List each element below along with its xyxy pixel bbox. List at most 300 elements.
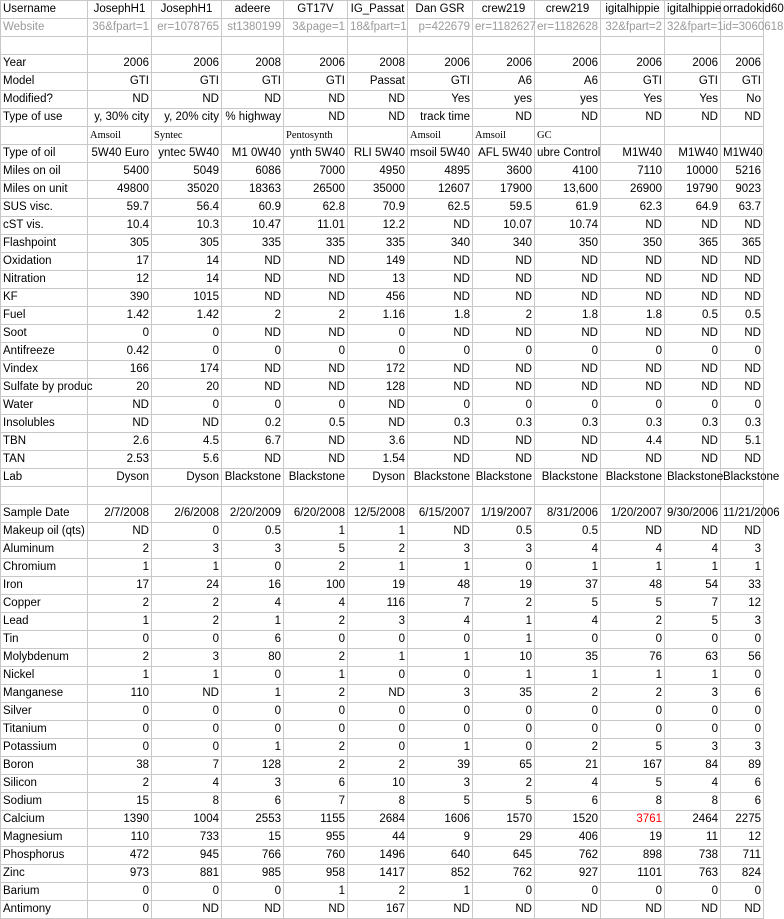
- data-cell[interactable]: 4: [535, 613, 601, 631]
- data-cell[interactable]: ND: [721, 217, 764, 235]
- data-cell[interactable]: 1: [284, 667, 348, 685]
- data-cell[interactable]: 8: [348, 793, 408, 811]
- data-cell[interactable]: 2: [88, 649, 152, 667]
- data-cell[interactable]: ND: [665, 109, 721, 127]
- data-cell[interactable]: 0: [408, 721, 473, 739]
- data-cell[interactable]: 1: [152, 667, 222, 685]
- data-cell[interactable]: 0: [152, 343, 222, 361]
- data-cell[interactable]: 6: [721, 685, 764, 703]
- data-cell[interactable]: 898: [601, 847, 665, 865]
- data-cell[interactable]: 5: [408, 793, 473, 811]
- data-cell[interactable]: ND: [665, 901, 721, 919]
- data-cell[interactable]: 3: [222, 541, 284, 559]
- data-cell[interactable]: 35000: [348, 181, 408, 199]
- data-cell[interactable]: ND: [284, 253, 348, 271]
- data-cell[interactable]: 4: [284, 595, 348, 613]
- data-cell[interactable]: 1: [408, 559, 473, 577]
- data-cell[interactable]: 1015: [152, 289, 222, 307]
- data-cell[interactable]: 48: [408, 577, 473, 595]
- data-cell[interactable]: 0: [88, 739, 152, 757]
- row-label[interactable]: Nickel: [1, 667, 88, 685]
- data-cell[interactable]: 406: [535, 829, 601, 847]
- data-cell[interactable]: 110: [88, 829, 152, 847]
- data-cell[interactable]: 63.7: [721, 199, 764, 217]
- data-cell[interactable]: 350: [601, 235, 665, 253]
- data-cell[interactable]: 2: [152, 595, 222, 613]
- data-cell[interactable]: 1: [408, 739, 473, 757]
- data-cell[interactable]: 0: [348, 703, 408, 721]
- data-cell[interactable]: 6: [535, 793, 601, 811]
- data-cell[interactable]: 0: [348, 739, 408, 757]
- data-cell[interactable]: 0.5: [535, 523, 601, 541]
- data-cell[interactable]: 60.9: [222, 199, 284, 217]
- data-cell[interactable]: ND: [473, 289, 535, 307]
- data-cell[interactable]: 0: [88, 883, 152, 901]
- data-cell[interactable]: [408, 37, 473, 55]
- data-cell[interactable]: 0: [535, 703, 601, 721]
- data-cell[interactable]: [473, 487, 535, 505]
- data-cell[interactable]: 1: [535, 667, 601, 685]
- data-cell[interactable]: 10: [473, 649, 535, 667]
- data-cell[interactable]: Dan GSR: [408, 1, 473, 19]
- data-cell[interactable]: 0: [348, 631, 408, 649]
- row-label[interactable]: Vindex: [1, 361, 88, 379]
- data-cell[interactable]: 0: [88, 721, 152, 739]
- data-cell[interactable]: 1: [284, 523, 348, 541]
- data-cell[interactable]: ND: [535, 109, 601, 127]
- data-cell[interactable]: 4: [535, 775, 601, 793]
- data-cell[interactable]: 0: [88, 631, 152, 649]
- data-cell[interactable]: ND: [88, 415, 152, 433]
- row-label[interactable]: [1, 37, 88, 55]
- data-cell[interactable]: 0: [601, 721, 665, 739]
- row-label[interactable]: Type of use: [1, 109, 88, 127]
- data-cell[interactable]: GTI: [88, 73, 152, 91]
- data-cell[interactable]: 1: [348, 523, 408, 541]
- data-cell[interactable]: ND: [348, 415, 408, 433]
- data-cell[interactable]: 9023: [721, 181, 764, 199]
- data-cell[interactable]: 36&fpart=1: [88, 19, 152, 37]
- data-cell[interactable]: 2006: [408, 55, 473, 73]
- data-cell[interactable]: 12607: [408, 181, 473, 199]
- data-cell[interactable]: [535, 37, 601, 55]
- data-cell[interactable]: 8/31/2006: [535, 505, 601, 523]
- data-cell[interactable]: 0.5: [721, 307, 764, 325]
- data-cell[interactable]: 3: [152, 541, 222, 559]
- data-cell[interactable]: 340: [408, 235, 473, 253]
- row-label[interactable]: Antifreeze: [1, 343, 88, 361]
- data-cell[interactable]: 0: [222, 343, 284, 361]
- data-cell[interactable]: ND: [284, 451, 348, 469]
- data-cell[interactable]: 335: [284, 235, 348, 253]
- data-cell[interactable]: 1: [601, 667, 665, 685]
- data-cell[interactable]: 0.42: [88, 343, 152, 361]
- data-cell[interactable]: 11/21/2006: [721, 505, 764, 523]
- data-cell[interactable]: 35: [473, 685, 535, 703]
- data-cell[interactable]: [665, 37, 721, 55]
- data-cell[interactable]: 5.1: [721, 433, 764, 451]
- data-cell[interactable]: ND: [348, 685, 408, 703]
- row-label[interactable]: Potassium: [1, 739, 88, 757]
- data-cell[interactable]: 2006: [473, 55, 535, 73]
- data-cell[interactable]: 2: [348, 757, 408, 775]
- data-cell[interactable]: 4: [408, 613, 473, 631]
- data-cell[interactable]: 0: [473, 703, 535, 721]
- data-cell[interactable]: ND: [222, 253, 284, 271]
- row-label[interactable]: Iron: [1, 577, 88, 595]
- data-cell[interactable]: 2006: [535, 55, 601, 73]
- data-cell[interactable]: [601, 127, 665, 145]
- row-label[interactable]: Sample Date: [1, 505, 88, 523]
- data-cell[interactable]: 763: [665, 865, 721, 883]
- data-cell[interactable]: 973: [88, 865, 152, 883]
- data-cell[interactable]: 172: [348, 361, 408, 379]
- data-cell[interactable]: ND: [408, 451, 473, 469]
- data-cell[interactable]: 0.3: [665, 415, 721, 433]
- data-cell[interactable]: 2: [284, 649, 348, 667]
- data-cell[interactable]: ND: [601, 253, 665, 271]
- data-cell[interactable]: 1: [222, 685, 284, 703]
- data-cell[interactable]: ND: [721, 361, 764, 379]
- data-cell[interactable]: ND: [721, 325, 764, 343]
- data-cell[interactable]: 0: [88, 325, 152, 343]
- data-cell[interactable]: 1: [88, 667, 152, 685]
- data-cell[interactable]: ND: [284, 325, 348, 343]
- data-cell[interactable]: 76: [601, 649, 665, 667]
- data-cell[interactable]: 149: [348, 253, 408, 271]
- data-cell[interactable]: 2: [473, 775, 535, 793]
- data-cell[interactable]: 16: [222, 577, 284, 595]
- data-cell[interactable]: ND: [721, 451, 764, 469]
- data-cell[interactable]: ND: [535, 289, 601, 307]
- data-cell[interactable]: 18&fpart=1: [348, 19, 408, 37]
- data-cell[interactable]: 1155: [284, 811, 348, 829]
- data-cell[interactable]: 13: [348, 271, 408, 289]
- data-cell[interactable]: 44: [348, 829, 408, 847]
- data-cell[interactable]: Blackstone: [535, 469, 601, 487]
- data-cell[interactable]: M1 0W40: [222, 145, 284, 163]
- data-cell[interactable]: Amsoil: [408, 127, 473, 145]
- data-cell[interactable]: 1/20/2007: [601, 505, 665, 523]
- data-cell[interactable]: 6: [721, 775, 764, 793]
- data-cell[interactable]: 2: [348, 883, 408, 901]
- data-cell[interactable]: [348, 37, 408, 55]
- row-label[interactable]: Soot: [1, 325, 88, 343]
- data-cell[interactable]: ND: [665, 379, 721, 397]
- data-cell[interactable]: ND: [535, 253, 601, 271]
- data-cell[interactable]: 985: [222, 865, 284, 883]
- data-cell[interactable]: ND: [473, 379, 535, 397]
- data-cell[interactable]: ND: [473, 325, 535, 343]
- data-cell[interactable]: M1W40: [665, 145, 721, 163]
- data-cell[interactable]: [601, 37, 665, 55]
- data-cell[interactable]: 2: [473, 307, 535, 325]
- data-cell[interactable]: orradokid60: [721, 1, 764, 19]
- data-cell[interactable]: ND: [408, 271, 473, 289]
- data-cell[interactable]: Yes: [601, 91, 665, 109]
- data-cell[interactable]: ND: [222, 325, 284, 343]
- data-cell[interactable]: ND: [665, 451, 721, 469]
- row-label[interactable]: SUS visc.: [1, 199, 88, 217]
- data-cell[interactable]: 1417: [348, 865, 408, 883]
- data-cell[interactable]: 0: [665, 343, 721, 361]
- data-cell[interactable]: 63: [665, 649, 721, 667]
- data-cell[interactable]: ND: [222, 289, 284, 307]
- data-cell[interactable]: M1W40: [721, 145, 764, 163]
- row-label[interactable]: Zinc: [1, 865, 88, 883]
- data-cell[interactable]: 0.2: [222, 415, 284, 433]
- data-cell[interactable]: 2: [473, 595, 535, 613]
- data-cell[interactable]: ND: [721, 379, 764, 397]
- data-cell[interactable]: 640: [408, 847, 473, 865]
- data-cell[interactable]: 0: [152, 631, 222, 649]
- data-cell[interactable]: 0: [88, 703, 152, 721]
- data-cell[interactable]: ubre Control: [535, 145, 601, 163]
- data-cell[interactable]: 8: [665, 793, 721, 811]
- data-cell[interactable]: ND: [284, 271, 348, 289]
- data-cell[interactable]: 335: [222, 235, 284, 253]
- data-cell[interactable]: 59.5: [473, 199, 535, 217]
- data-cell[interactable]: ND: [348, 91, 408, 109]
- data-cell[interactable]: 32&fpart=2: [601, 19, 665, 37]
- row-label[interactable]: Aluminum: [1, 541, 88, 559]
- data-cell[interactable]: 6: [222, 793, 284, 811]
- data-cell[interactable]: 2.6: [88, 433, 152, 451]
- row-label[interactable]: Lab: [1, 469, 88, 487]
- data-cell[interactable]: ND: [348, 109, 408, 127]
- data-cell[interactable]: 35: [535, 649, 601, 667]
- data-cell[interactable]: IG_Passat: [348, 1, 408, 19]
- data-cell[interactable]: 0.5: [665, 307, 721, 325]
- data-cell[interactable]: 1/19/2007: [473, 505, 535, 523]
- data-cell[interactable]: 3: [408, 541, 473, 559]
- data-cell[interactable]: 19790: [665, 181, 721, 199]
- data-cell[interactable]: Amsoil: [473, 127, 535, 145]
- data-cell[interactable]: 0.3: [535, 415, 601, 433]
- data-cell[interactable]: GTI: [284, 73, 348, 91]
- data-cell[interactable]: 0: [535, 721, 601, 739]
- data-cell[interactable]: 0.5: [473, 523, 535, 541]
- data-cell[interactable]: 29: [473, 829, 535, 847]
- data-cell[interactable]: 7: [665, 595, 721, 613]
- data-cell[interactable]: 18363: [222, 181, 284, 199]
- data-cell[interactable]: ND: [473, 361, 535, 379]
- data-cell[interactable]: 0: [222, 703, 284, 721]
- data-cell[interactable]: 19: [348, 577, 408, 595]
- data-cell[interactable]: 1: [721, 559, 764, 577]
- data-cell[interactable]: 2: [601, 685, 665, 703]
- data-cell[interactable]: 1: [348, 649, 408, 667]
- data-cell[interactable]: igitalhippie: [665, 1, 721, 19]
- data-cell[interactable]: 89: [721, 757, 764, 775]
- data-cell[interactable]: 12: [721, 829, 764, 847]
- data-cell[interactable]: 65: [473, 757, 535, 775]
- data-cell[interactable]: 0: [601, 631, 665, 649]
- data-cell[interactable]: 852: [408, 865, 473, 883]
- row-label[interactable]: TAN: [1, 451, 88, 469]
- data-cell[interactable]: 0: [473, 739, 535, 757]
- data-cell[interactable]: 70.9: [348, 199, 408, 217]
- data-cell[interactable]: 0: [665, 721, 721, 739]
- data-cell[interactable]: 12: [88, 271, 152, 289]
- data-cell[interactable]: 10.47: [222, 217, 284, 235]
- data-cell[interactable]: RLI 5W40: [348, 145, 408, 163]
- data-cell[interactable]: Pentosynth: [284, 127, 348, 145]
- data-cell[interactable]: 54: [665, 577, 721, 595]
- data-cell[interactable]: ND: [473, 433, 535, 451]
- data-cell[interactable]: 11.01: [284, 217, 348, 235]
- data-cell[interactable]: 0: [665, 631, 721, 649]
- data-cell[interactable]: ND: [601, 361, 665, 379]
- row-label[interactable]: TBN: [1, 433, 88, 451]
- data-cell[interactable]: 2: [535, 739, 601, 757]
- data-cell[interactable]: 1.16: [348, 307, 408, 325]
- data-cell[interactable]: 2006: [88, 55, 152, 73]
- data-cell[interactable]: 1: [473, 667, 535, 685]
- data-cell[interactable]: ND: [473, 901, 535, 919]
- data-cell[interactable]: 2/6/2008: [152, 505, 222, 523]
- data-cell[interactable]: [665, 487, 721, 505]
- data-cell[interactable]: ND: [601, 217, 665, 235]
- data-cell[interactable]: 0: [473, 883, 535, 901]
- data-cell[interactable]: [535, 487, 601, 505]
- data-cell[interactable]: 1606: [408, 811, 473, 829]
- data-cell[interactable]: 26500: [284, 181, 348, 199]
- data-cell[interactable]: ND: [222, 271, 284, 289]
- data-cell[interactable]: 0: [88, 901, 152, 919]
- data-cell[interactable]: 6/20/2008: [284, 505, 348, 523]
- data-cell[interactable]: ND: [601, 289, 665, 307]
- row-label[interactable]: Manganese: [1, 685, 88, 703]
- data-cell[interactable]: ND: [88, 397, 152, 415]
- data-cell[interactable]: 350: [535, 235, 601, 253]
- data-cell[interactable]: ND: [601, 109, 665, 127]
- data-cell[interactable]: ND: [665, 271, 721, 289]
- data-cell[interactable]: 62.8: [284, 199, 348, 217]
- data-cell[interactable]: 15: [222, 829, 284, 847]
- data-cell[interactable]: 0: [721, 343, 764, 361]
- data-cell[interactable]: 2: [284, 613, 348, 631]
- data-cell[interactable]: 39: [408, 757, 473, 775]
- data-cell[interactable]: ND: [222, 91, 284, 109]
- data-cell[interactable]: 881: [152, 865, 222, 883]
- data-cell[interactable]: 0: [721, 883, 764, 901]
- data-cell[interactable]: 2006: [721, 55, 764, 73]
- data-cell[interactable]: 2: [88, 595, 152, 613]
- data-cell[interactable]: [88, 487, 152, 505]
- data-cell[interactable]: 80: [222, 649, 284, 667]
- data-cell[interactable]: 4: [222, 595, 284, 613]
- data-cell[interactable]: 6/15/2007: [408, 505, 473, 523]
- row-label[interactable]: cST vis.: [1, 217, 88, 235]
- data-cell[interactable]: 4: [535, 541, 601, 559]
- data-cell[interactable]: yes: [535, 91, 601, 109]
- data-cell[interactable]: ND: [408, 217, 473, 235]
- data-cell[interactable]: 1.42: [152, 307, 222, 325]
- data-cell[interactable]: M1W40: [601, 145, 665, 163]
- data-cell[interactable]: 762: [473, 865, 535, 883]
- data-cell[interactable]: ND: [222, 901, 284, 919]
- data-cell[interactable]: 167: [348, 901, 408, 919]
- data-cell[interactable]: 0: [408, 343, 473, 361]
- row-label[interactable]: [1, 127, 88, 145]
- data-cell[interactable]: ND: [284, 433, 348, 451]
- data-cell[interactable]: ND: [535, 271, 601, 289]
- data-cell[interactable]: ND: [721, 289, 764, 307]
- data-cell[interactable]: 1: [601, 559, 665, 577]
- data-cell[interactable]: 0: [284, 343, 348, 361]
- data-cell[interactable]: 0: [473, 721, 535, 739]
- data-cell[interactable]: 3: [222, 775, 284, 793]
- data-cell[interactable]: 17900: [473, 181, 535, 199]
- data-cell[interactable]: [284, 487, 348, 505]
- data-cell[interactable]: ND: [721, 901, 764, 919]
- data-cell[interactable]: Blackstone: [473, 469, 535, 487]
- data-cell[interactable]: 2: [88, 775, 152, 793]
- data-cell[interactable]: Blackstone: [665, 469, 721, 487]
- data-cell[interactable]: 17: [88, 577, 152, 595]
- data-cell[interactable]: 0: [665, 703, 721, 721]
- data-cell[interactable]: 26900: [601, 181, 665, 199]
- data-cell[interactable]: 0: [721, 703, 764, 721]
- data-cell[interactable]: 0: [535, 343, 601, 361]
- data-cell[interactable]: ND: [222, 451, 284, 469]
- data-cell[interactable]: 32&fpart=1: [665, 19, 721, 37]
- data-cell[interactable]: 0: [284, 631, 348, 649]
- data-cell[interactable]: ND: [473, 253, 535, 271]
- data-cell[interactable]: 2.53: [88, 451, 152, 469]
- data-cell[interactable]: 2006: [284, 55, 348, 73]
- data-cell[interactable]: yntec 5W40: [152, 145, 222, 163]
- data-cell[interactable]: AFL 5W40: [473, 145, 535, 163]
- data-cell[interactable]: 17: [88, 253, 152, 271]
- data-cell[interactable]: 733: [152, 829, 222, 847]
- data-cell[interactable]: ND: [152, 685, 222, 703]
- data-cell[interactable]: 4: [665, 541, 721, 559]
- data-cell[interactable]: [408, 487, 473, 505]
- data-cell[interactable]: 2/20/2009: [222, 505, 284, 523]
- data-cell[interactable]: ND: [601, 901, 665, 919]
- data-cell[interactable]: Blackstone: [601, 469, 665, 487]
- data-cell[interactable]: 0: [601, 703, 665, 721]
- data-cell[interactable]: ND: [721, 271, 764, 289]
- data-cell[interactable]: 5.6: [152, 451, 222, 469]
- data-cell[interactable]: 1.8: [601, 307, 665, 325]
- data-cell[interactable]: 0: [473, 397, 535, 415]
- data-cell[interactable]: 456: [348, 289, 408, 307]
- data-cell[interactable]: 37: [535, 577, 601, 595]
- data-cell[interactable]: ND: [88, 91, 152, 109]
- row-label[interactable]: Sodium: [1, 793, 88, 811]
- data-cell[interactable]: 5049: [152, 163, 222, 181]
- data-cell[interactable]: 2: [535, 685, 601, 703]
- data-cell[interactable]: 0.5: [222, 523, 284, 541]
- data-cell[interactable]: 110: [88, 685, 152, 703]
- data-cell[interactable]: 0.3: [601, 415, 665, 433]
- row-label[interactable]: Molybdenum: [1, 649, 88, 667]
- data-cell[interactable]: 3.6: [348, 433, 408, 451]
- data-cell[interactable]: 1496: [348, 847, 408, 865]
- data-cell[interactable]: ND: [535, 901, 601, 919]
- data-cell[interactable]: yes: [473, 91, 535, 109]
- data-cell[interactable]: 4.4: [601, 433, 665, 451]
- data-cell[interactable]: ND: [721, 109, 764, 127]
- data-cell[interactable]: 340: [473, 235, 535, 253]
- data-cell[interactable]: 1520: [535, 811, 601, 829]
- data-cell[interactable]: 84: [665, 757, 721, 775]
- data-cell[interactable]: 7: [284, 793, 348, 811]
- data-cell[interactable]: 20: [152, 379, 222, 397]
